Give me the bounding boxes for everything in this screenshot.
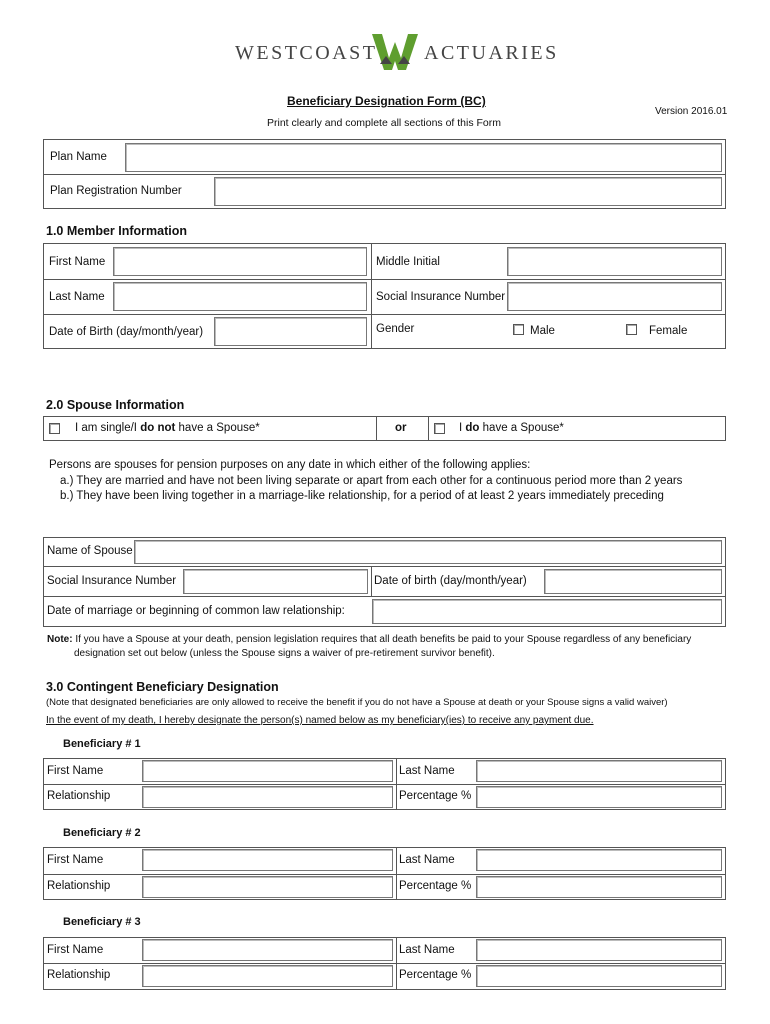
beneficiary-1-percentage-input[interactable] xyxy=(476,786,722,808)
beneficiary-1-percentage-label: Percentage % xyxy=(399,790,472,802)
spouse-dob-label: Date of birth (day/month/year) xyxy=(374,575,527,587)
marriage-date-input[interactable] xyxy=(372,599,722,624)
beneficiary-1-first-name-label: First Name xyxy=(47,765,104,777)
form-version: Version 2016.01 xyxy=(655,106,728,117)
beneficiary-2-percentage-label: Percentage % xyxy=(399,880,472,892)
single-checkbox[interactable] xyxy=(49,423,60,434)
beneficiary-1-relationship-input[interactable] xyxy=(142,786,393,808)
beneficiary-2-last-name-label: Last Name xyxy=(399,854,455,866)
logo-w-icon xyxy=(372,34,418,70)
middle-initial-input[interactable] xyxy=(507,247,722,276)
member-dob-label: Date of Birth (day/month/year) xyxy=(49,326,204,338)
spouse-section-heading: 2.0 Spouse Information xyxy=(46,398,185,412)
form-subtitle: Print clearly and complete all sections of this Form xyxy=(267,117,502,129)
beneficiary-1-first-name-input[interactable] xyxy=(142,760,393,782)
beneficiary-2-last-name-input[interactable] xyxy=(476,849,722,871)
spouse-definition-a: a.) They are married and have not been living separate or apart from each other for a continuous period more than 2 years xyxy=(60,475,683,487)
beneficiary-3-percentage-input[interactable] xyxy=(476,965,722,987)
logo-text-left: WESTCOAST xyxy=(235,42,378,64)
logo-text-right: ACTUARIES xyxy=(424,42,559,64)
beneficiary-3-last-name-input[interactable] xyxy=(476,939,722,961)
spouse-note-line1: Note: If you have a Spouse at your death, pension legislation requires that all death benefits be paid to your Spouse regardless of any beneficiary xyxy=(47,634,692,645)
contingent-section-heading: 3.0 Contingent Beneficiary Designation xyxy=(46,680,279,694)
beneficiary-3-title: Beneficiary # 3 xyxy=(63,916,141,928)
male-label: Male xyxy=(530,325,555,337)
spouse-definition-b: b.) They have been living together in a marriage-like relationship, for a period of at least 2 years immediately preceding xyxy=(60,490,664,502)
beneficiary-3-relationship-label: Relationship xyxy=(47,969,111,981)
spouse-sin-label: Social Insurance Number xyxy=(47,575,177,587)
female-checkbox[interactable] xyxy=(626,324,637,335)
spouse-definition-intro: Persons are spouses for pension purposes on any date in which either of the following applies: xyxy=(49,459,531,471)
first-name-label: First Name xyxy=(49,256,106,268)
middle-initial-label: Middle Initial xyxy=(376,256,440,268)
single-label: I am single/I do not have a Spouse* xyxy=(75,422,260,434)
spouse-name-label: Name of Spouse xyxy=(47,545,133,557)
marriage-date-label: Date of marriage or beginning of common law relationship: xyxy=(47,605,345,617)
beneficiary-3-relationship-input[interactable] xyxy=(142,965,393,987)
beneficiary-2-first-name-label: First Name xyxy=(47,854,104,866)
beneficiary-1-last-name-label: Last Name xyxy=(399,765,455,777)
spouse-sin-input[interactable] xyxy=(183,569,368,594)
beneficiary-3-last-name-label: Last Name xyxy=(399,944,455,956)
member-section-heading: 1.0 Member Information xyxy=(46,224,187,238)
designation-statement: In the event of my death, I hereby designate the person(s) named below as my beneficiary(ies) to receive any payment due. xyxy=(46,715,594,726)
last-name-label: Last Name xyxy=(49,291,105,303)
beneficiary-2-percentage-input[interactable] xyxy=(476,876,722,898)
beneficiary-3-percentage-label: Percentage % xyxy=(399,969,472,981)
beneficiary-1-relationship-label: Relationship xyxy=(47,790,111,802)
member-sin-label: Social Insurance Number xyxy=(376,291,506,303)
beneficiary-2-first-name-input[interactable] xyxy=(142,849,393,871)
beneficiary-2-relationship-label: Relationship xyxy=(47,880,111,892)
or-label: or xyxy=(395,422,407,434)
have-spouse-label: I do have a Spouse* xyxy=(459,422,564,434)
member-sin-input[interactable] xyxy=(507,282,722,311)
member-dob-input[interactable] xyxy=(214,317,367,346)
beneficiary-1-title: Beneficiary # 1 xyxy=(63,738,141,750)
female-label: Female xyxy=(649,325,688,337)
plan-registration-input[interactable] xyxy=(214,177,722,206)
beneficiary-2-relationship-input[interactable] xyxy=(142,876,393,898)
form-title: Beneficiary Designation Form (BC) xyxy=(287,94,486,108)
male-checkbox[interactable] xyxy=(513,324,524,335)
beneficiary-2-title: Beneficiary # 2 xyxy=(63,827,141,839)
beneficiary-1-last-name-input[interactable] xyxy=(476,760,722,782)
plan-name-input[interactable] xyxy=(125,143,722,172)
plan-registration-label: Plan Registration Number xyxy=(50,185,182,197)
last-name-input[interactable] xyxy=(113,282,367,311)
beneficiary-3-first-name-input[interactable] xyxy=(142,939,393,961)
spouse-dob-input[interactable] xyxy=(544,569,722,594)
contingent-note: (Note that designated beneficiaries are only allowed to receive the benefit if you do not have a Spouse at death or your Spouse signs a valid waiver) xyxy=(46,697,668,708)
company-logo xyxy=(235,34,559,72)
first-name-input[interactable] xyxy=(113,247,367,276)
plan-name-label: Plan Name xyxy=(50,151,107,163)
gender-label: Gender xyxy=(376,323,415,335)
have-spouse-checkbox[interactable] xyxy=(434,423,445,434)
spouse-name-input[interactable] xyxy=(134,540,722,564)
spouse-note-line2: designation set out below (unless the Spouse signs a waiver of pre-retirement survivor benefit). xyxy=(74,648,495,659)
beneficiary-3-first-name-label: First Name xyxy=(47,944,104,956)
